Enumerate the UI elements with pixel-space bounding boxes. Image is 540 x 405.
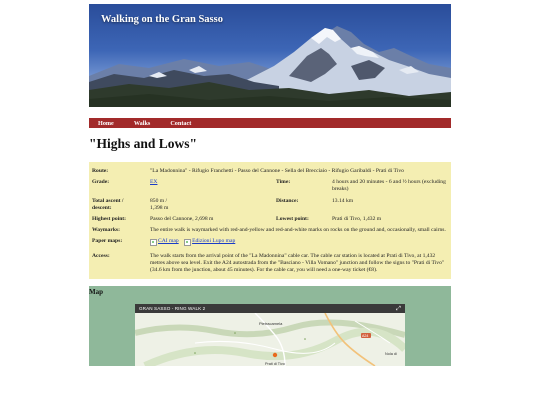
time-label: Time: bbox=[276, 179, 291, 186]
access-row bbox=[89, 251, 451, 277]
papermaps-value bbox=[147, 236, 451, 250]
map-embed[interactable] bbox=[135, 304, 405, 366]
nav-walks[interactable]: Walks bbox=[133, 119, 151, 127]
grade-cell bbox=[147, 177, 273, 195]
waymarks-value: The entire walk is waymarked with red-and-yellow and red-and-white marks on rocks on the ground and, occasionally, small cairns. bbox=[150, 227, 446, 234]
lupo-map-link[interactable]: Edizioni Lupo map bbox=[184, 238, 235, 245]
ascent-label: Total ascent / descent: bbox=[92, 197, 124, 211]
map-marker-icon bbox=[273, 353, 277, 357]
map-embed-header bbox=[135, 304, 405, 313]
header-banner bbox=[89, 4, 451, 107]
route-row bbox=[89, 166, 451, 177]
waymarks-row bbox=[89, 225, 451, 236]
map-label-pietracamela: Pietracamela bbox=[259, 321, 283, 327]
nav-home[interactable]: Home bbox=[98, 119, 114, 127]
broken-image-icon bbox=[184, 239, 191, 246]
points-row bbox=[89, 214, 451, 225]
cai-map-link[interactable]: CAI map bbox=[150, 238, 179, 245]
grade-row bbox=[89, 177, 451, 195]
papermaps-row bbox=[89, 236, 451, 250]
lowest-label: Lowest point: bbox=[276, 216, 309, 223]
map-section-title: Map bbox=[89, 288, 103, 297]
walk-info-table bbox=[89, 166, 451, 276]
map-canvas[interactable] bbox=[135, 313, 405, 366]
time-value: 4 hours and 20 minutes - 6 and ½ hours (excluding breaks) bbox=[332, 179, 446, 193]
map-section bbox=[89, 286, 451, 366]
waymarks-label: Waymarks: bbox=[92, 227, 120, 234]
broken-image-icon bbox=[150, 239, 157, 246]
map-label-prati-di-tivo: Prati di Tivo bbox=[265, 362, 285, 367]
ascent-row bbox=[89, 196, 451, 214]
distance-label: Distance: bbox=[276, 197, 299, 204]
highest-label: Highest point: bbox=[92, 216, 127, 223]
walk-info-panel bbox=[89, 162, 451, 279]
lowest-value: Prati di Tivo, 1,432 m bbox=[332, 216, 382, 223]
grade-label: Grade: bbox=[92, 179, 110, 186]
access-value: The walk starts from the arrival point of the "La Madonnina" cable car. The cable car station is located at Prati di Tivo, at 1,432 metres above sea level. Exit the A24 autostrada from the "Basciano - Villa Vomano" junction and follow the signs to "Prati di Tivo" (34.6 km from the junction, about 45 minutes). For the cable car, you will need a one-way ticket (€8). bbox=[150, 252, 445, 274]
highest-value: Passo del Cannone, 2,698 m bbox=[150, 216, 214, 223]
map-label-nola: Nola di bbox=[385, 352, 397, 357]
map-embed-title: GRAN SASSO - RING WALK 2 bbox=[139, 306, 206, 312]
page-title: "Highs and Lows" bbox=[89, 136, 198, 151]
grade-link[interactable]: EX bbox=[150, 179, 158, 186]
main-nav bbox=[89, 118, 451, 128]
route-value: "La Madonnina" - Rifugio Franchetti - Passo del Cannone - Sella del Brecciaio - Rifugio Garibaldi - Prati di Tivo bbox=[150, 168, 404, 174]
access-label: Access: bbox=[92, 252, 110, 259]
distance-value: 13.14 km bbox=[332, 197, 354, 204]
nav-contact[interactable]: Contact bbox=[170, 119, 192, 127]
page-wrapper bbox=[89, 4, 451, 366]
papermaps-label: Paper maps: bbox=[92, 238, 123, 245]
site-title[interactable]: Walking on the Gran Sasso bbox=[101, 14, 223, 25]
fullscreen-icon[interactable]: ⤢ bbox=[396, 305, 401, 312]
route-label: Route: bbox=[92, 168, 109, 174]
ascent-value: 850 m / 1,398 m bbox=[150, 197, 169, 211]
svg-text:A24: A24 bbox=[362, 334, 369, 339]
